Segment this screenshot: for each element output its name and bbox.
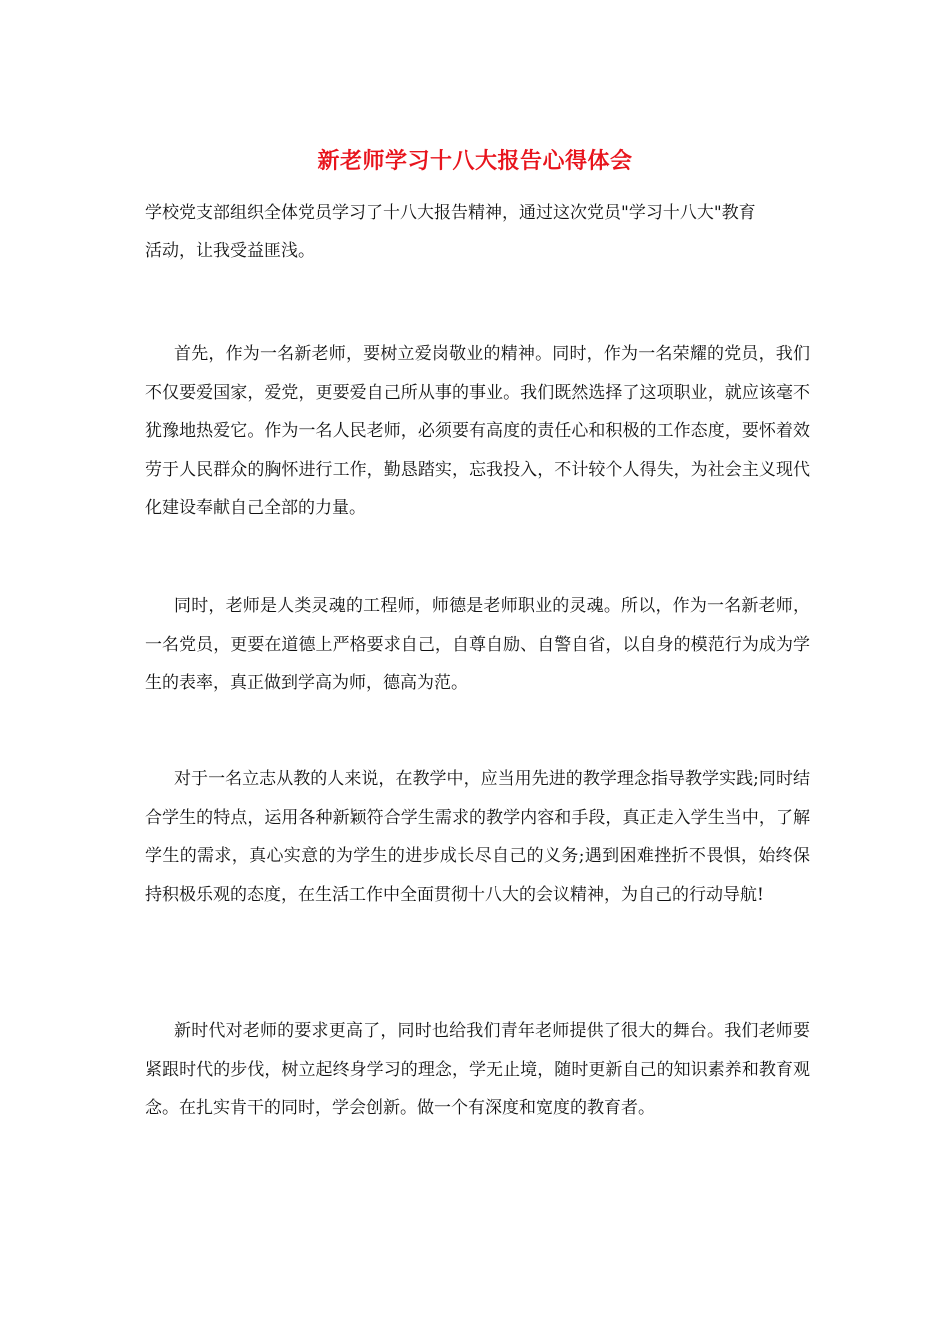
intro-paragraph: 学校党支部组织全体党员学习了十八大报告精神，通过这次党员"学习十八大"教育活动，让我受益匪浅。 (145, 203, 756, 261)
body-paragraph-4: 新时代对老师的要求更高了，同时也给我们青年老师提供了很大的舞台。我们老师要紧跟时代的步伐，树立起终身学习的理念，学无止境，随时更新自己的知识素养和教育观念。在扎实肯干的同时，学会创新。做一个有深度和宽度的教育者。 (145, 1021, 810, 1118)
body-paragraph-1: 首先，作为一名新老师，要树立爱岗敬业的精神。同时，作为一名荣耀的党员，我们不仅要爱国家，爱党，更要爱自己所从事的事业。我们既然选择了这项职业，就应该毫不犹豫地热爱它。作为一名人民老师，必须要有高度的责任心和积极的工作态度，要怀着效劳于人民群众的胸怀进行工作，勤恳踏实，忘我投入，不计较个人得失，为社会主义现代化建设奉献自己全部的力量。 (145, 344, 810, 518)
body-paragraph-3: 对于一名立志从教的人来说，在教学中，应当用先进的教学理念指导教学实践;同时结合学生的特点，运用各种新颖符合学生需求的教学内容和手段，真正走入学生当中，了解学生的需求，真心实意的为学生的进步成长尽自己的义务;遇到困难挫折不畏惧，始终保持积极乐观的态度，在生活工作中全面贯彻十八大的会议精神，为自己的行动导航! (145, 769, 810, 905)
body-paragraph-2: 同时，老师是人类灵魂的工程师，师德是老师职业的灵魂。所以，作为一名新老师，一名党员，更要在道德上严格要求自己，自尊自励、自警自省，以自身的模范行为成为学生的表率，真正做到学高为师，德高为范。 (145, 596, 810, 693)
document-title: 新老师学习十八大报告心得体会 (317, 148, 633, 174)
